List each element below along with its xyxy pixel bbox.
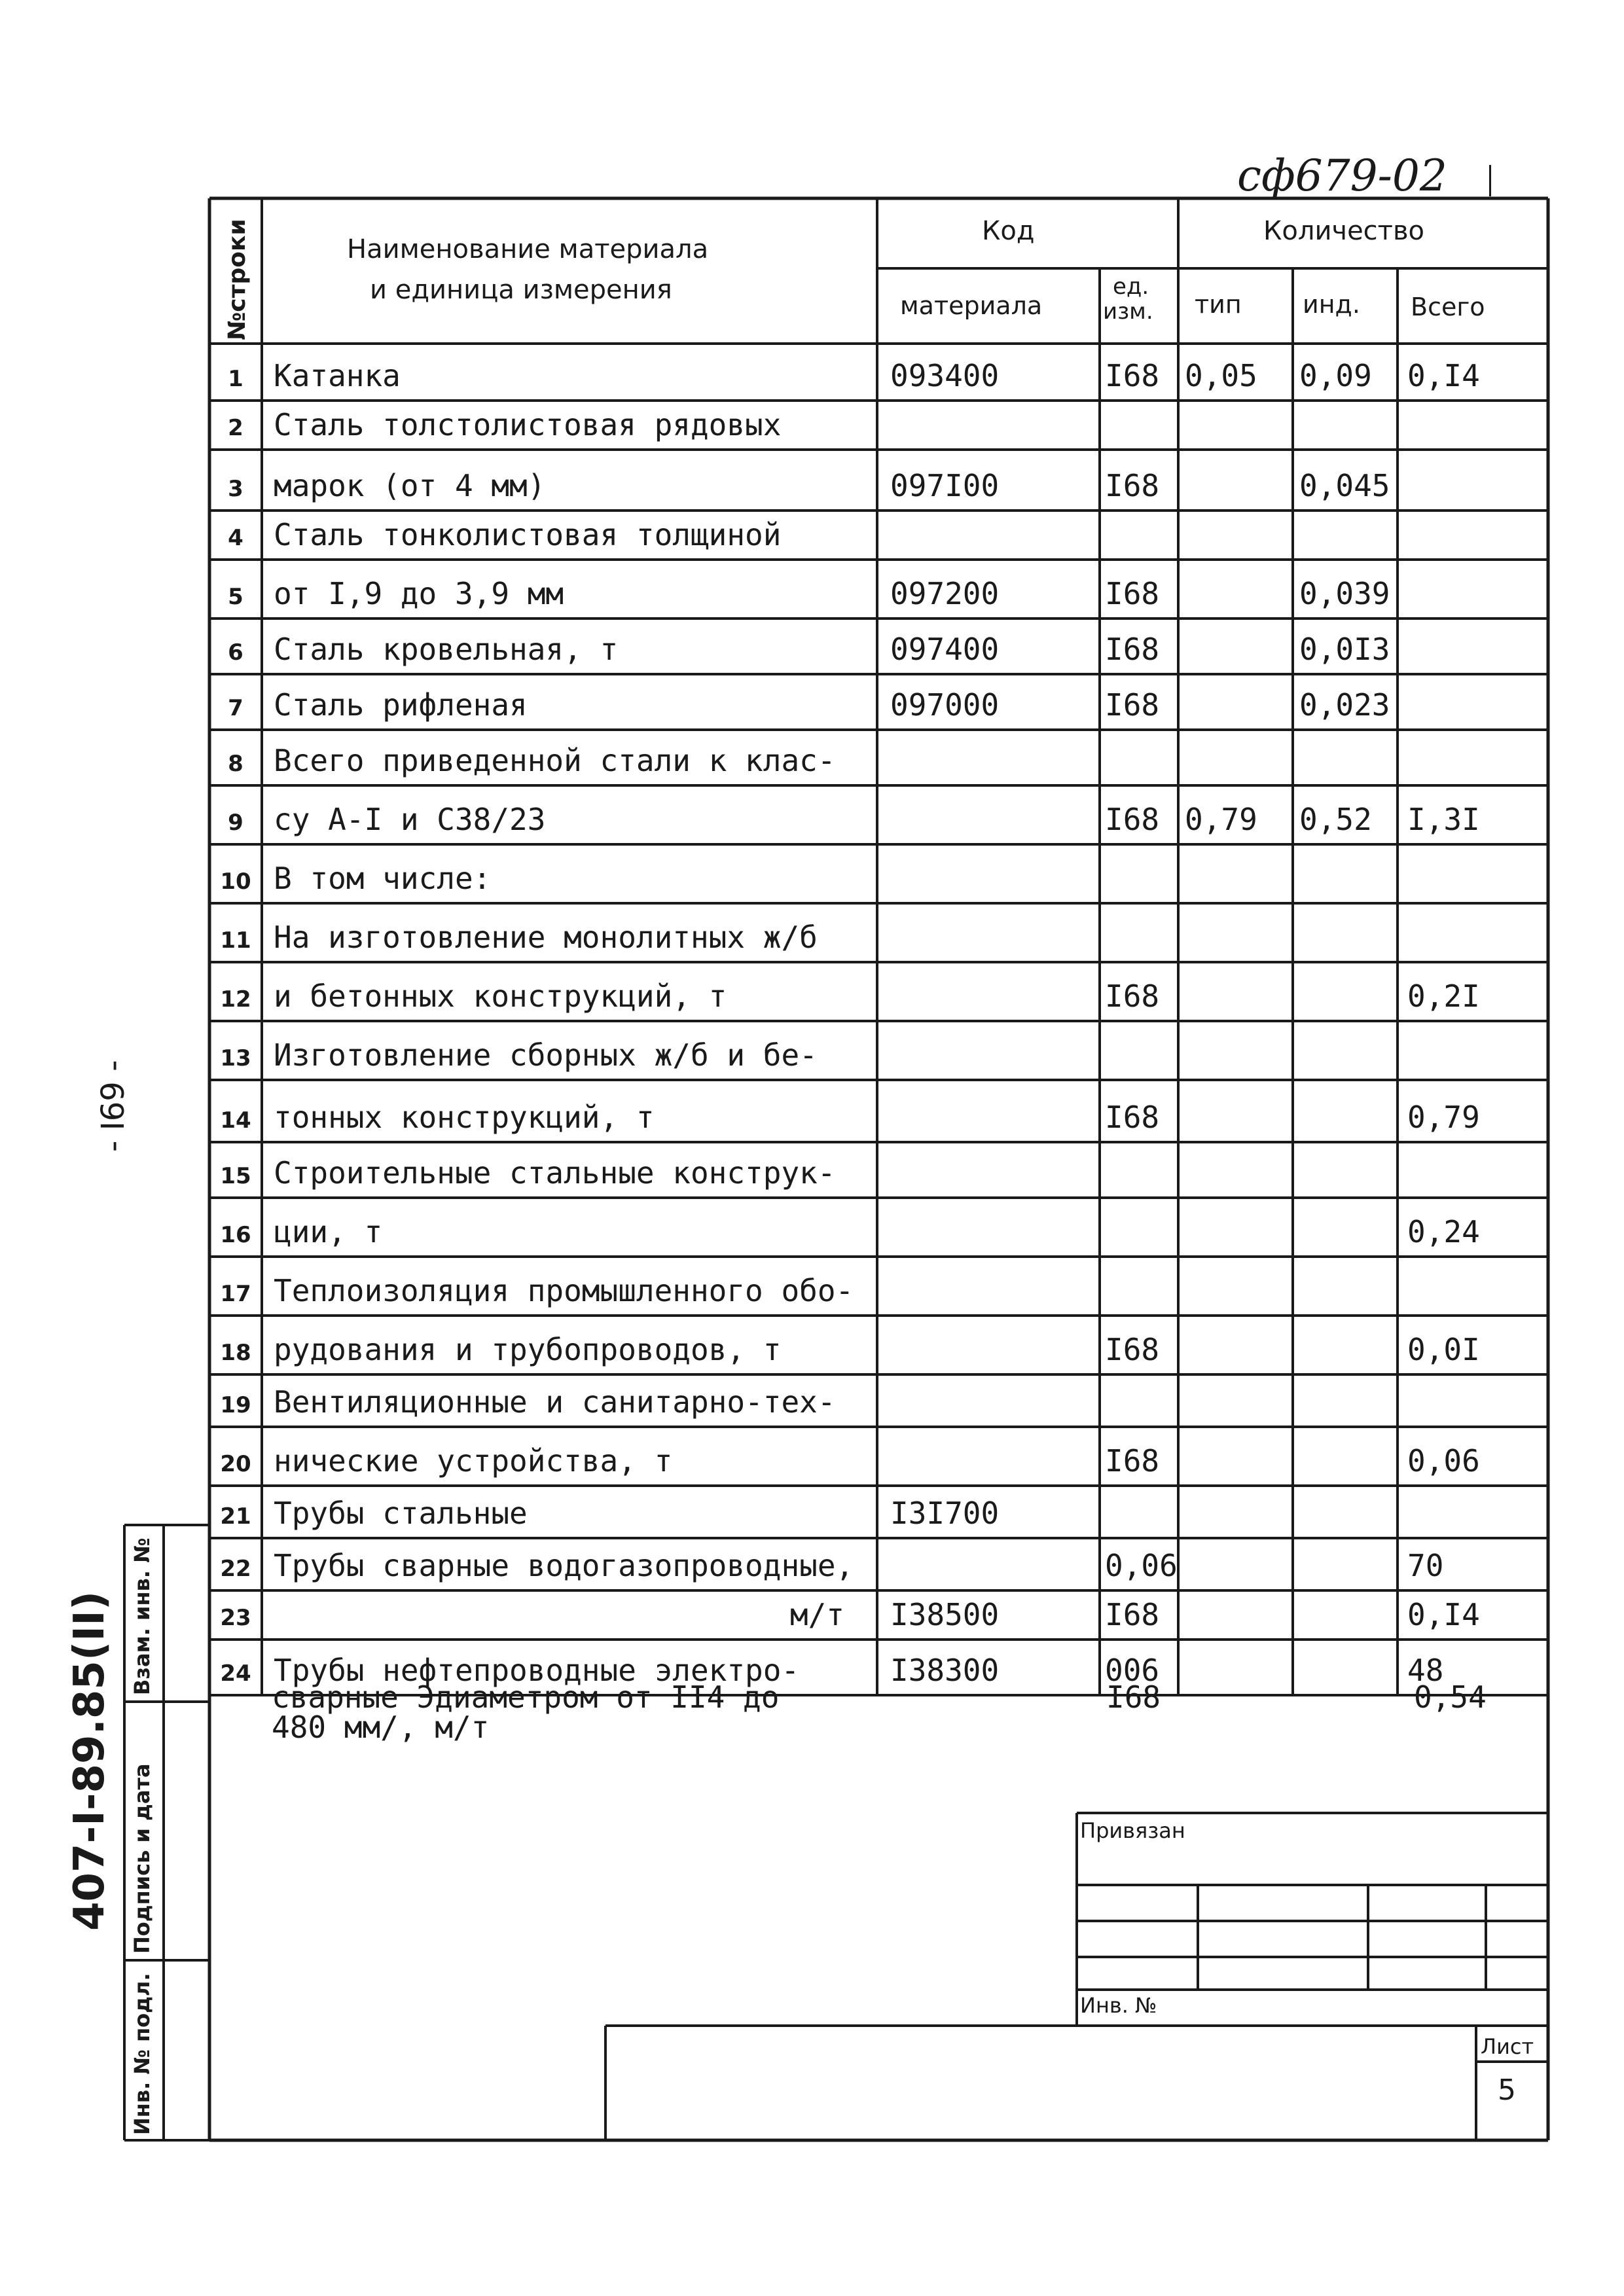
row-name: Трубы сварные водогазопроводные, (274, 1548, 854, 1583)
row-name: Теплоизоляция промышленного обо- (274, 1273, 854, 1308)
row-qty-type: 0,05 (1185, 358, 1257, 393)
header-code: Код (982, 216, 1035, 246)
row-name: су А-I и С38/23 (274, 802, 546, 837)
row-code: 097I00 (890, 468, 1000, 503)
row-number: 23 (220, 1605, 251, 1631)
row-qty-total: 0,06 (1407, 1443, 1480, 1479)
side-inv-podl: Инв. № подл. (130, 1973, 154, 2135)
document-code: сф679-02 (1237, 151, 1447, 201)
row-name: рудования и трубопроводов, т (274, 1332, 782, 1367)
row-qty-total: 48 (1407, 1653, 1444, 1688)
row-number: 14 (220, 1107, 251, 1134)
row-number: 15 (220, 1163, 251, 1189)
row-code: I38300 (890, 1653, 1000, 1688)
row-unit: I68 (1105, 1443, 1160, 1479)
row-qty-ind: 0,09 (1299, 358, 1372, 393)
row-unit: I68 (1105, 358, 1160, 393)
row-name: Сталь толстолистовая рядовых (274, 407, 782, 442)
header-row-no: №строки (224, 219, 251, 340)
row-number: 9 (228, 810, 244, 836)
row-name: Изготовление сборных ж/б и бе- (274, 1037, 818, 1073)
row-name: Трубы нефтепроводные электро- (274, 1653, 800, 1688)
overflow-total: 0,54 (1414, 1679, 1487, 1715)
row-qty-total: 0,2I (1407, 978, 1480, 1014)
row-name: Трубы стальные (274, 1496, 528, 1531)
row-unit: I68 (1105, 687, 1160, 723)
row-number: 5 (228, 584, 244, 610)
row-qty-type: 0,79 (1185, 802, 1257, 837)
row-name: Всего приведенной стали к клас- (274, 743, 836, 778)
header-name-line2: и единица измерения (370, 275, 672, 305)
row-number: 1 (228, 366, 244, 392)
row-name: В том числе: (274, 861, 492, 896)
row-qty-total: I,3I (1407, 802, 1480, 837)
row-code: 097400 (890, 632, 1000, 667)
row-number: 21 (220, 1503, 251, 1530)
row-code: 097000 (890, 687, 1000, 723)
row-unit: I68 (1105, 468, 1160, 503)
row-name: Сталь рифленая (274, 687, 528, 723)
series-label: 407-I-89.85(II) (65, 1590, 114, 1931)
row-number: 6 (228, 639, 244, 666)
row-unit: I68 (1105, 1332, 1160, 1367)
header-qty-type: тип (1195, 290, 1242, 319)
row-name: Вентиляционные и санитарно-тех- (274, 1384, 836, 1420)
row-number: 12 (220, 986, 251, 1013)
row-qty-ind: 0,0I3 (1299, 632, 1390, 667)
row-number: 24 (220, 1660, 251, 1687)
row-qty-ind: 0,039 (1299, 576, 1390, 611)
row-number: 3 (228, 476, 244, 502)
side-page-number: - I69 - (95, 1060, 132, 1152)
row-unit: I68 (1105, 1100, 1160, 1135)
row-qty-total: 0,I4 (1407, 1597, 1480, 1632)
overflow-line1: сварные Эдиаметром от II4 до (272, 1679, 780, 1715)
row-name: от I,9 до 3,9 мм (274, 576, 564, 611)
row-qty-total: 0,24 (1407, 1214, 1480, 1249)
row-code: I38500 (890, 1597, 1000, 1632)
row-unit: I68 (1105, 1597, 1160, 1632)
row-qty-total: 0,0I (1407, 1332, 1480, 1367)
row-number: 4 (228, 525, 244, 551)
row-name: тонных конструкций, т (274, 1100, 655, 1135)
overflow-line2: 480 мм/, м/т (272, 1710, 490, 1745)
row-number: 16 (220, 1222, 251, 1248)
row-qty-ind: 0,045 (1299, 468, 1390, 503)
side-vzam-inv: Взам. инв. № (130, 1537, 154, 1695)
stamp-inv-no: Инв. № (1080, 1993, 1157, 2018)
row-number: 17 (220, 1281, 251, 1307)
row-unit: 006 (1105, 1653, 1160, 1688)
header-name-line1: Наименование материала (347, 234, 709, 264)
stamp-list-value: 5 (1498, 2073, 1516, 2107)
header-quantity: Количество (1263, 216, 1425, 246)
row-unit: I68 (1105, 632, 1160, 667)
stamp-privyazan: Привязан (1080, 1818, 1185, 1843)
row-code: I3I700 (890, 1496, 1000, 1531)
row-name: Сталь кровельная, т (274, 632, 619, 667)
row-number: 13 (220, 1045, 251, 1071)
row-qty-total: 70 (1407, 1548, 1444, 1583)
row-number: 2 (228, 415, 244, 441)
header-code-unit-2: изм. (1103, 298, 1153, 325)
row-number: 22 (220, 1556, 251, 1582)
row-name: На изготовление монолитных ж/б (274, 920, 818, 955)
row-name: Катанка (274, 358, 401, 393)
row-name: Сталь тонколистовая толщиной (274, 517, 782, 552)
header-code-unit-1: ед. (1113, 274, 1149, 300)
row-qty-ind: 0,023 (1299, 687, 1390, 723)
row-qty-total: 0,I4 (1407, 358, 1480, 393)
row-name: ции, т (274, 1214, 383, 1249)
row-unit: I68 (1105, 978, 1160, 1014)
row-unit: I68 (1105, 802, 1160, 837)
row-name: нические устройства, т (274, 1443, 673, 1479)
stamp-list-label: Лист (1481, 2034, 1534, 2059)
side-podpis-data: Подпись и дата (130, 1763, 154, 1954)
row-name: и бетонных конструкций, т (274, 978, 727, 1014)
overflow-unit: I68 (1106, 1679, 1161, 1715)
row-number: 10 (220, 869, 251, 895)
header-code-material: материала (900, 291, 1043, 320)
row-name: м/т (789, 1597, 844, 1632)
row-unit: 0,06 (1105, 1548, 1178, 1583)
header-qty-ind: инд. (1303, 290, 1360, 319)
row-qty-total: 0,79 (1407, 1100, 1480, 1135)
row-number: 7 (228, 695, 244, 721)
row-name: Строительные стальные конструк- (274, 1155, 836, 1191)
row-number: 20 (220, 1451, 251, 1477)
row-number: 18 (220, 1340, 251, 1366)
row-qty-ind: 0,52 (1299, 802, 1372, 837)
row-code: 093400 (890, 358, 1000, 393)
header-qty-total: Всего (1411, 293, 1485, 321)
row-code: 097200 (890, 576, 1000, 611)
row-name: марок (от 4 мм) (274, 468, 546, 503)
row-number: 8 (228, 751, 244, 777)
row-number: 11 (220, 927, 251, 954)
row-number: 19 (220, 1392, 251, 1418)
row-unit: I68 (1105, 576, 1160, 611)
